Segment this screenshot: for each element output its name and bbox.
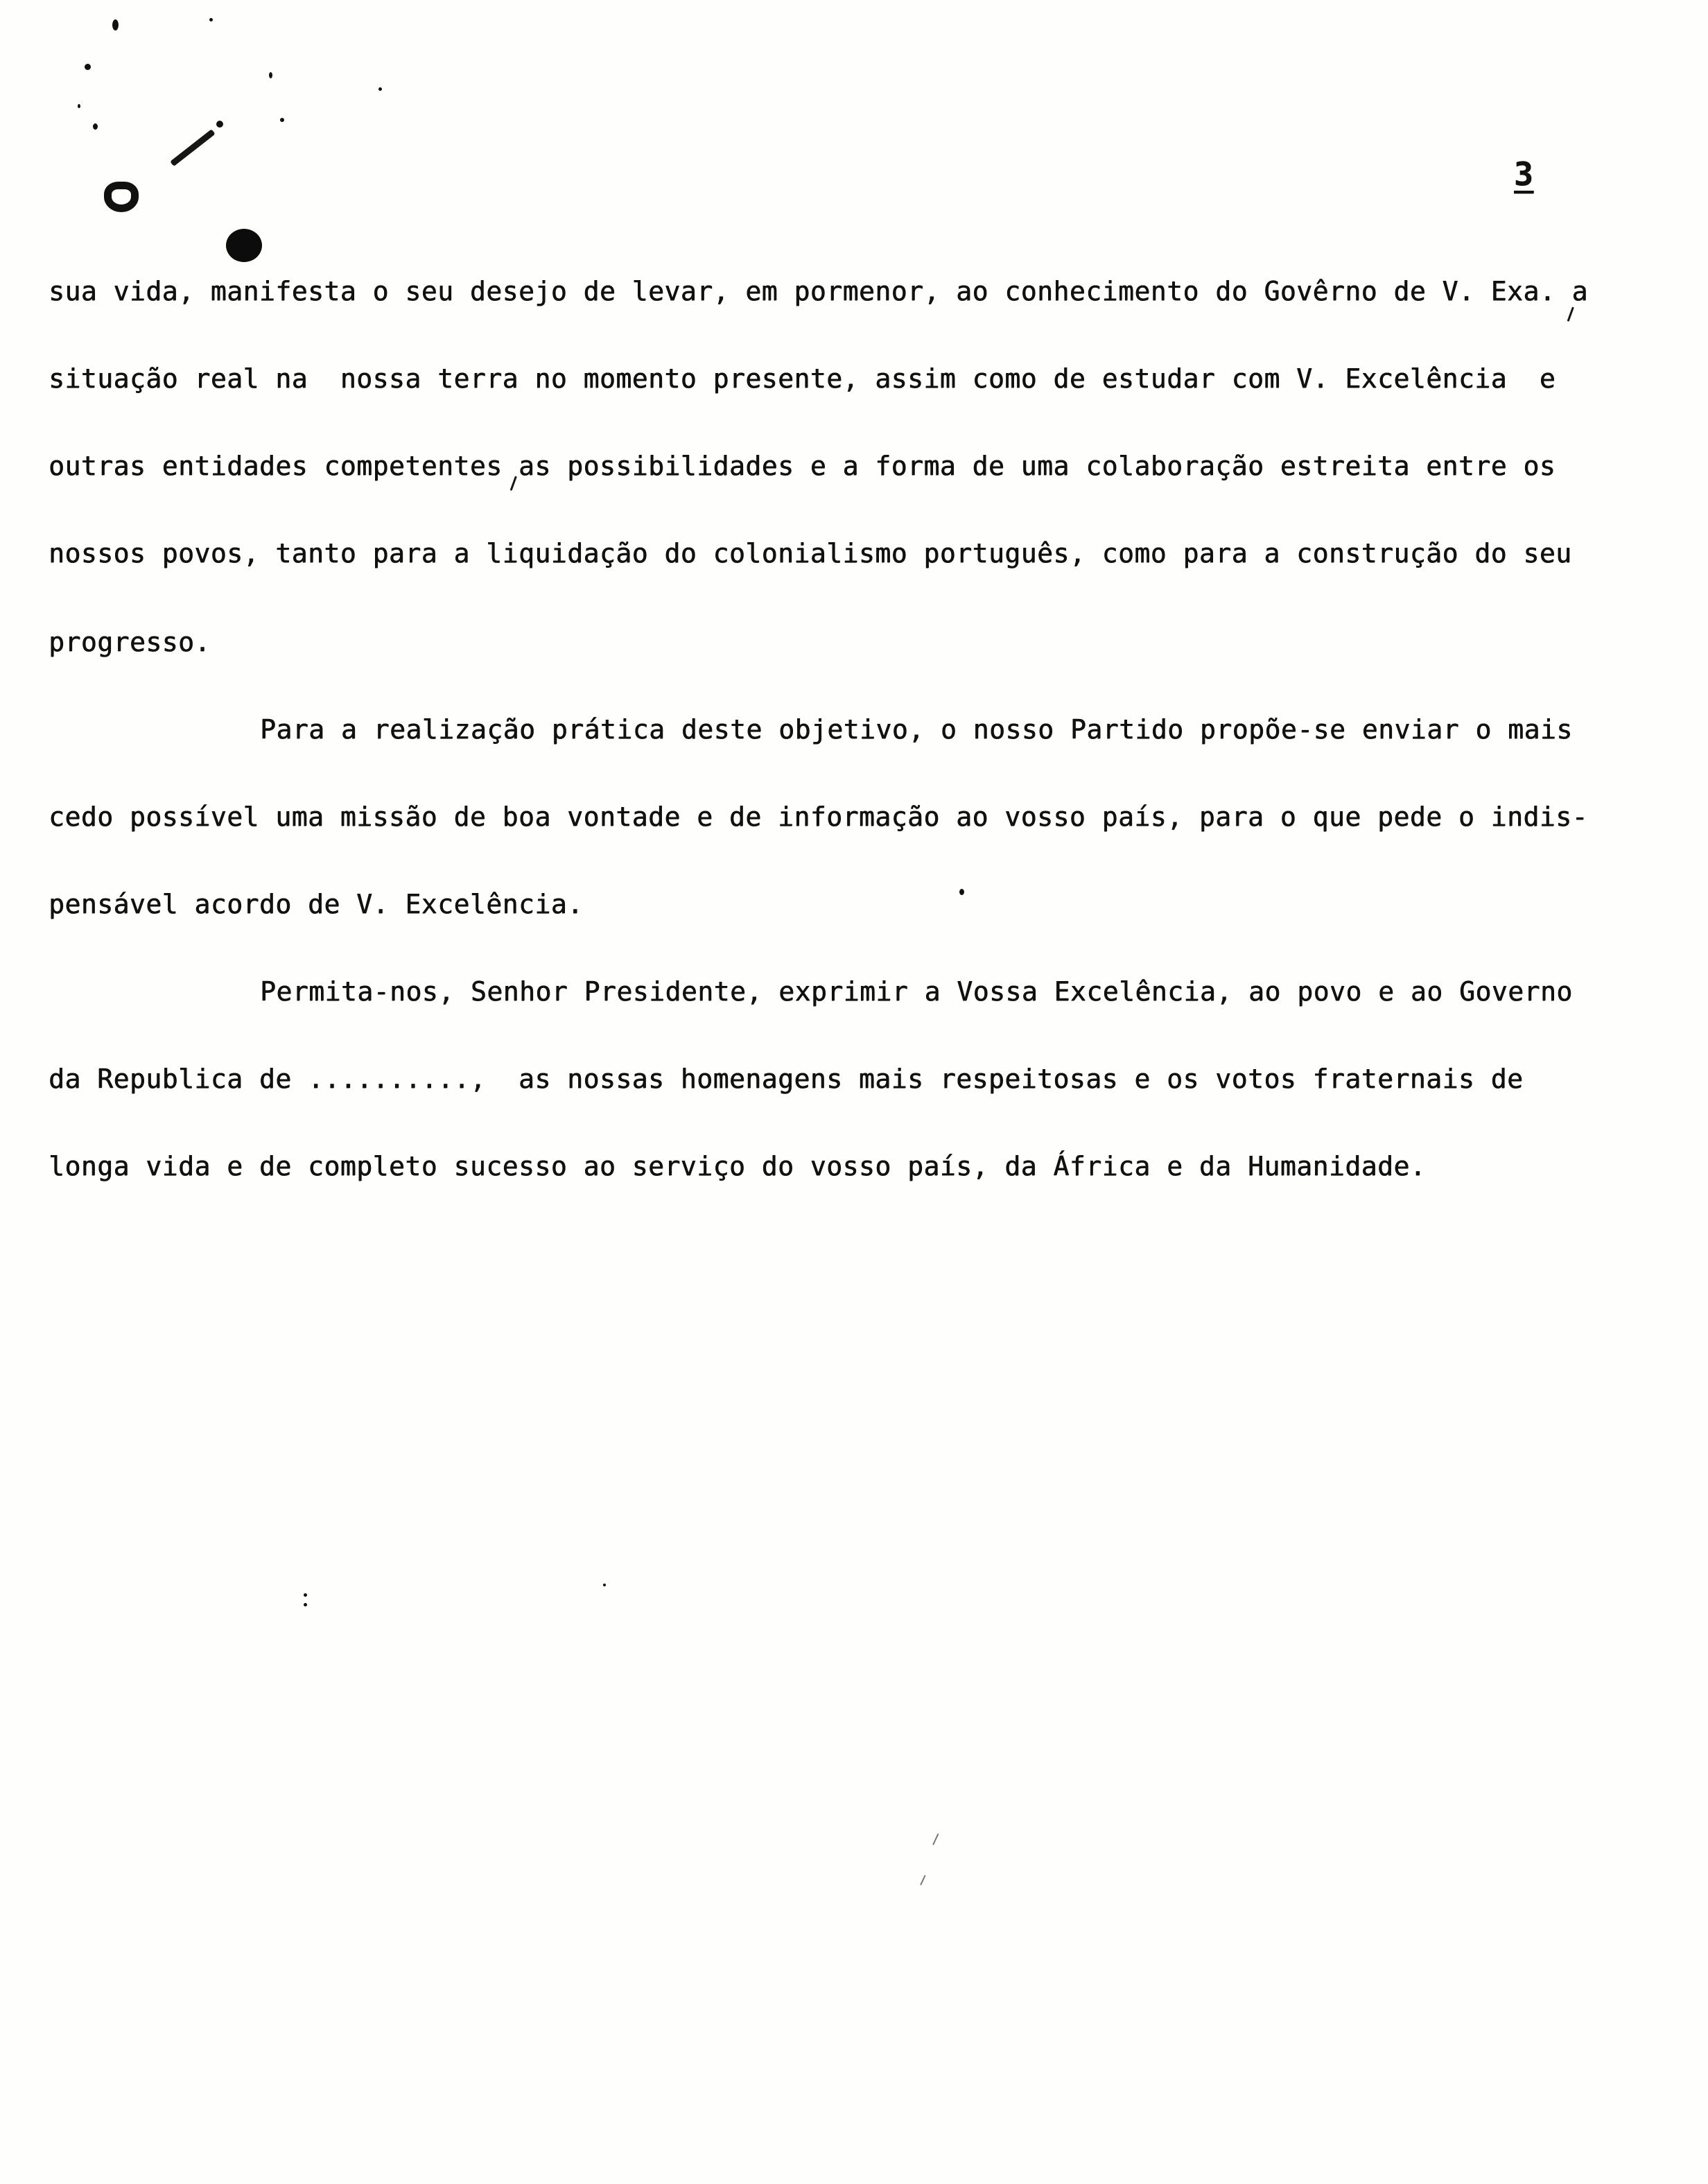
ink-stroke — [1567, 306, 1574, 322]
page-number: 3 — [1514, 155, 1534, 193]
text-line: nossos povos, tanto para a liquidação do colonialismo português, como para a construção do seu — [49, 538, 1572, 569]
ink-blot-ring — [104, 182, 139, 212]
text-line: da Republica de .........., as nossas homenagens mais respeitosas e os votos fraternais de — [49, 1064, 1524, 1094]
ink-speck — [304, 1603, 307, 1606]
paragraph-start-line: Para a realização prática deste objetivo, o nosso Partido propõe-se enviar o mais — [260, 714, 1573, 745]
ink-speck — [93, 123, 98, 130]
ink-speck — [304, 1593, 307, 1597]
text-line: situação real na nossa terra no momento presente, assim como de estudar com V. Excelência e — [49, 363, 1556, 394]
text-line: outras entidades competentes as possibilidades e a forma de uma colaboração estreita entre os — [49, 451, 1556, 481]
ink-speck — [378, 87, 382, 91]
ink-speck — [209, 18, 213, 21]
text-line: progresso. — [49, 627, 211, 657]
ink-stroke — [920, 1875, 926, 1885]
ink-blot — [226, 229, 262, 262]
text-line: longa vida e de completo sucesso ao serviço do vosso país, da África e da Humanidade. — [49, 1151, 1427, 1181]
ink-speck — [280, 118, 284, 122]
paragraph-start-line: Permita-nos, Senhor Presidente, exprimir a Vossa Excelência, ao povo e ao Governo — [260, 976, 1573, 1007]
ink-speck — [603, 1584, 606, 1586]
ink-stroke — [170, 129, 215, 166]
text-line: sua vida, manifesta o seu desejo de levar, em pormenor, ao conhecimento do Govêrno de V. Exa. a — [49, 276, 1588, 306]
ink-speck — [216, 121, 223, 128]
ink-speck — [269, 72, 272, 78]
ink-stroke — [932, 1833, 939, 1845]
ink-speck — [112, 19, 119, 31]
ink-speck — [78, 104, 80, 108]
text-line: pensável acordo de V. Excelência. — [49, 889, 584, 919]
ink-speck — [85, 64, 91, 70]
ink-speck — [959, 889, 964, 895]
text-line: cedo possível uma missão de boa vontade e de informação ao vosso país, para o que pede o indis- — [49, 801, 1588, 832]
